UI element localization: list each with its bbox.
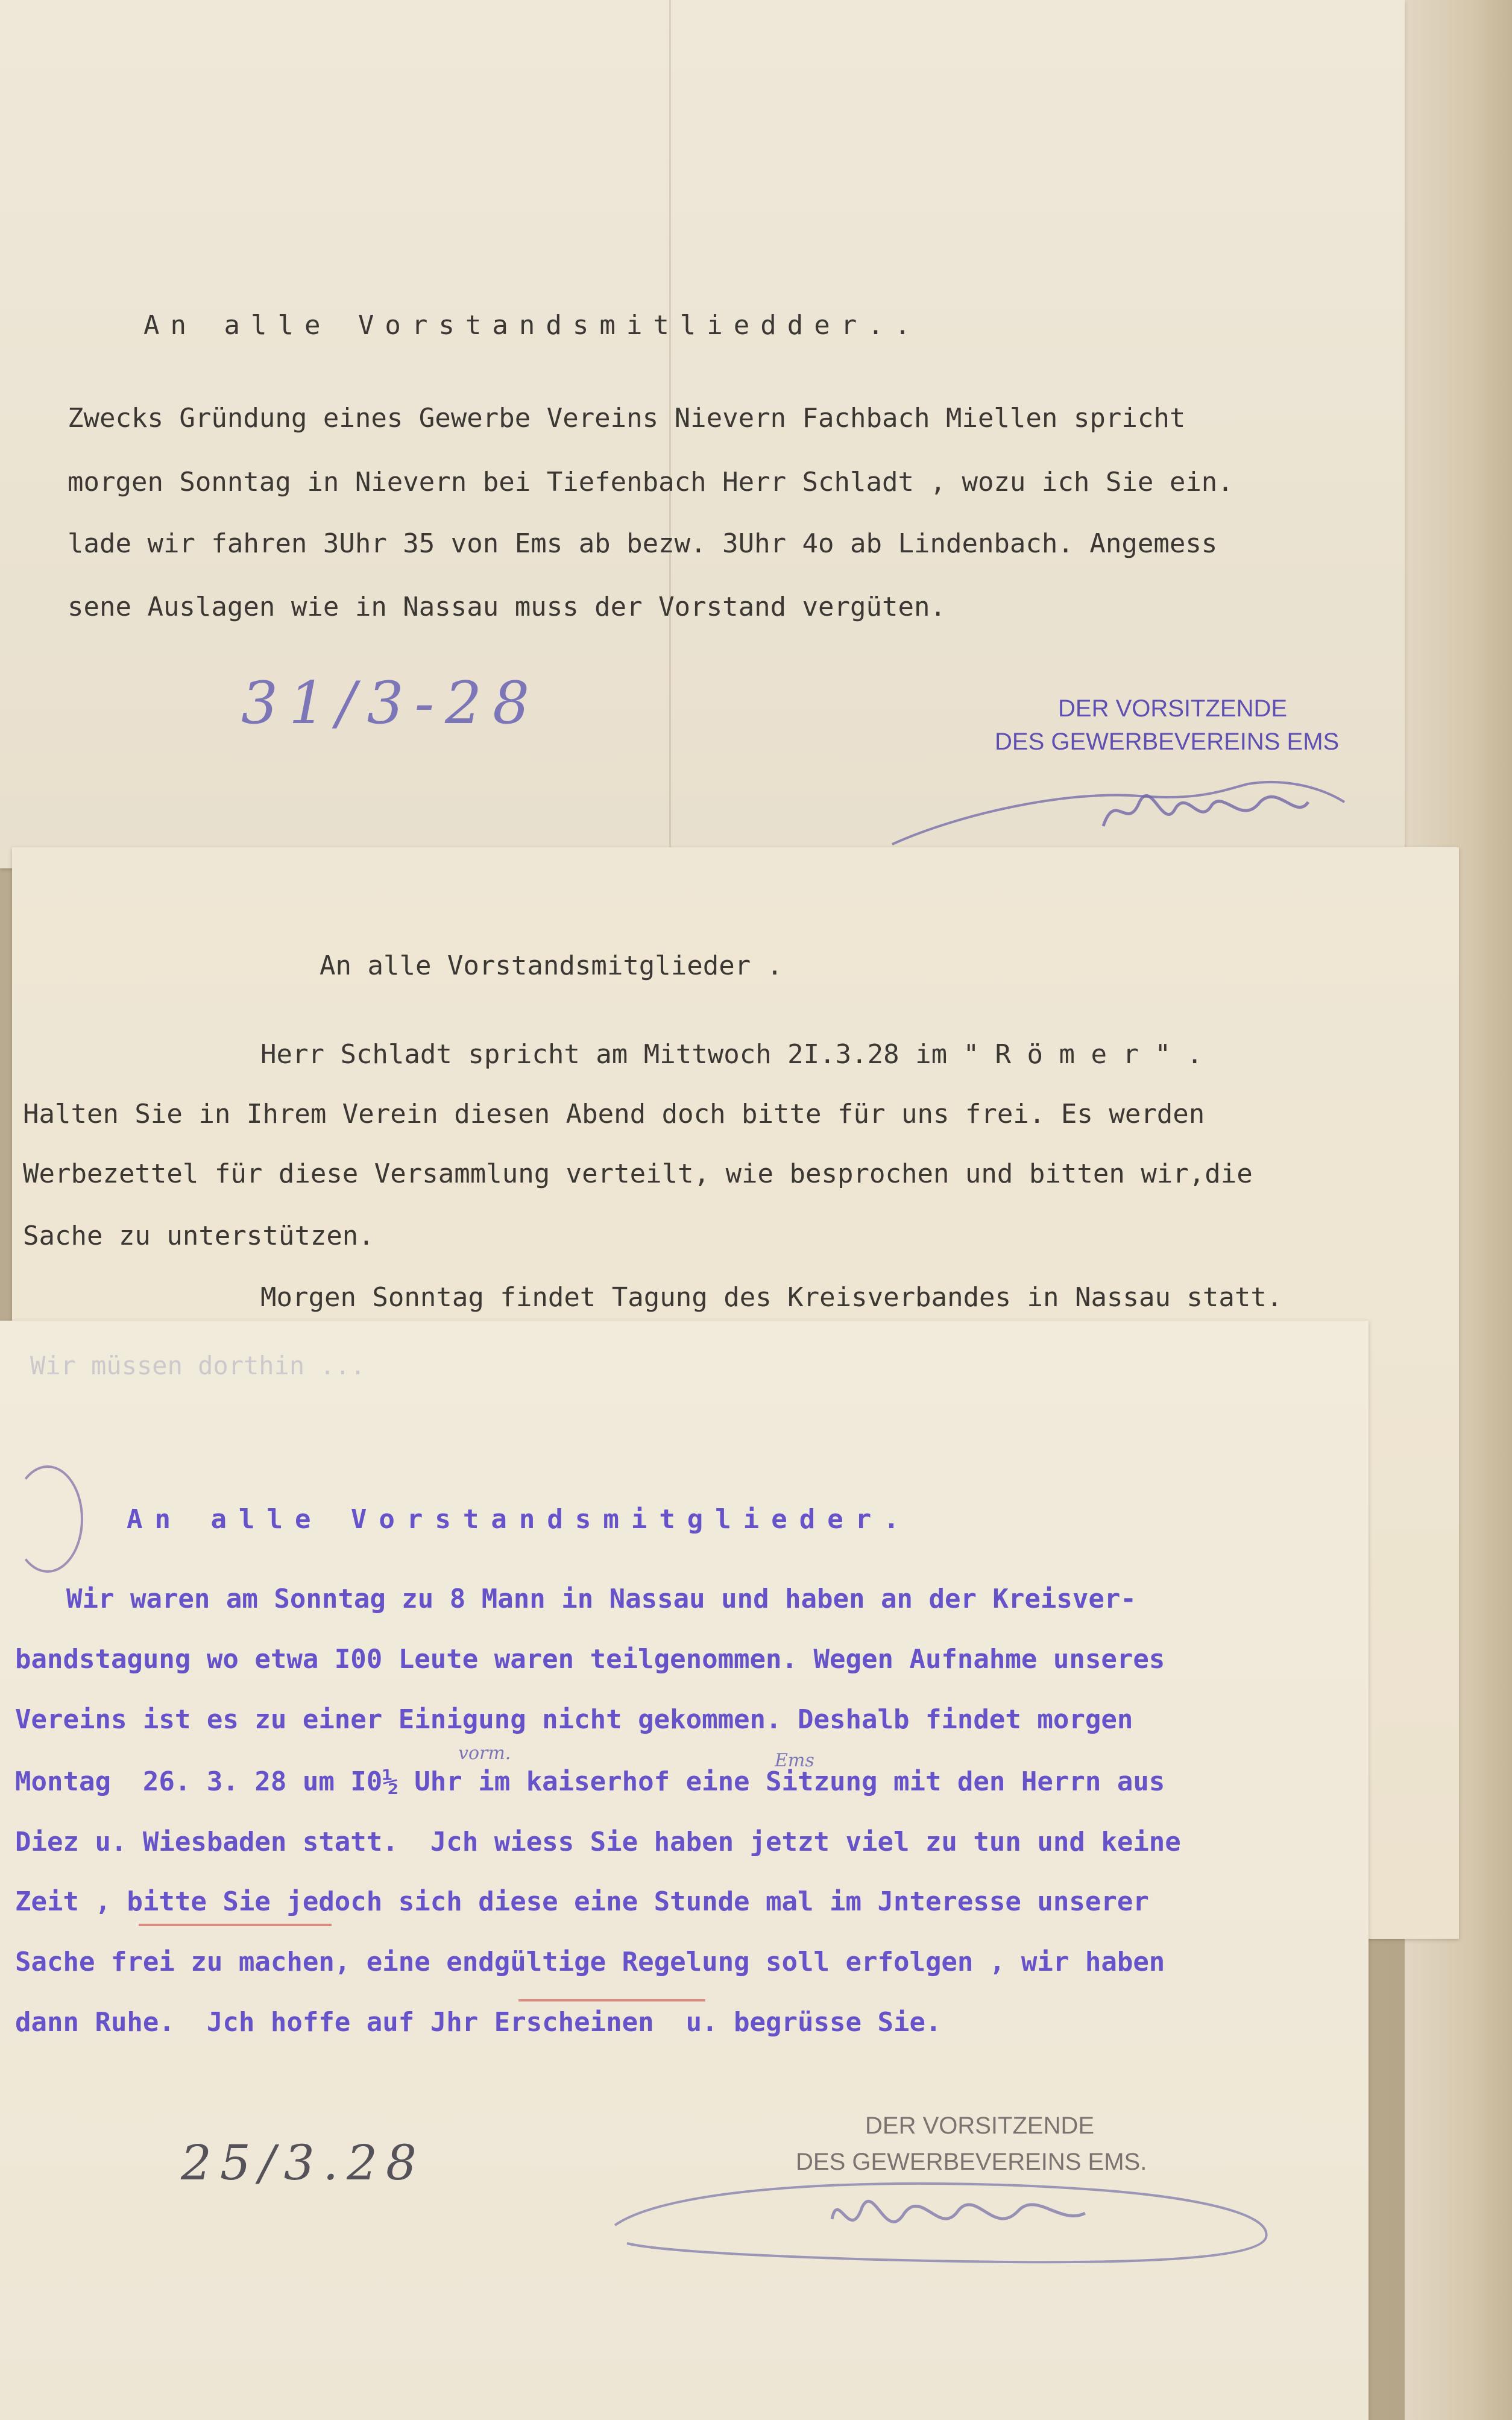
letter3-line-5: Diez u. Wiesbaden statt. Jch wiess Sie haben jetzt viel zu tun und keine [15, 1827, 1181, 1857]
letter3-line-1: Wir waren am Sonntag zu 8 Mann in Nassau und haben an der Kreisver- [66, 1584, 1136, 1614]
letter1-line-1: Zwecks Gründung eines Gewerbe Vereins Nievern Fachbach Miellen spricht [68, 403, 1186, 434]
letter-sheet-1 [0, 0, 1405, 868]
letter3-date: 25/3.28 [181, 2135, 425, 2191]
letter3-line-7: Sache frei zu machen, eine endgültige Regelung soll erfolgen , wir haben [15, 1947, 1165, 1977]
letter1-line-4: sene Auslagen wie in Nassau muss der Vorstand vergüten. [68, 592, 946, 622]
letter2-line-2: Halten Sie in Ihrem Verein diesen Abend doch bitte für uns frei. Es werden [23, 1099, 1205, 1129]
round-stamp [12, 1465, 83, 1573]
underline-mark [139, 1924, 332, 1926]
paper-fold [669, 0, 671, 868]
letter3-line-2: bandstagung wo etwa I00 Leute waren teilgenommen. Wegen Aufnahme unseres [15, 1644, 1165, 1675]
letter1-date: 31/3-28 [241, 669, 541, 737]
letter1-signature [886, 754, 1356, 862]
show-through-text: Wir müssen dorthin ... [30, 1351, 366, 1380]
letter1-line-2: morgen Sonntag in Nievern bei Tiefenbach Herr Schladt , wozu ich Sie ein. [68, 467, 1233, 498]
letter3-heading: An alle Vorstandsmitglieder. [127, 1504, 912, 1535]
letter1-heading: An alle Vorstandsmitliedder.. [143, 310, 922, 341]
underline-mark [518, 1999, 705, 2001]
letter1-stamp-line-2: DES GEWERBEVEREINS EMS [995, 728, 1340, 755]
annotation-ems: Ems [775, 1750, 814, 1771]
letter3-line-3: Vereins ist es zu einer Einigung nicht gekommen. Deshalb findet morgen [15, 1704, 1133, 1735]
letter3-stamp-line-2: DES GEWERBEVEREINS EMS. [796, 2149, 1147, 2175]
letter2-line-4: Sache zu unterstützen. [23, 1221, 374, 1251]
letter3-stamp-line-1: DER VORSITZENDE [865, 2112, 1095, 2139]
letter1-stamp-line-1: DER VORSITZENDE [1058, 695, 1288, 722]
letter3-line-6: Zeit , bitte Sie jedoch sich diese eine Stunde mal im Jnteresse unserer [15, 1886, 1149, 1917]
letter2-line-1: Herr Schladt spricht am Mittwoch 2I.3.28 im " R ö m e r " . [260, 1039, 1203, 1070]
letter3-line-4: Montag 26. 3. 28 um I0½ Uhr im kaiserhof eine Sitzung mit den Herrn aus [15, 1766, 1165, 1797]
annotation-vorm: vorm. [458, 1743, 511, 1764]
letter1-line-3: lade wir fahren 3Uhr 35 von Ems ab bezw. 3Uhr 4o ab Lindenbach. Angemess [68, 528, 1218, 559]
letter-sheet-3 [0, 1321, 1369, 2420]
letter2-line-3: Werbezettel für diese Versammlung verteilt, wie besprochen und bitten wir,die [23, 1158, 1253, 1189]
letter3-signature [603, 2153, 1290, 2273]
letter3-line-8: dann Ruhe. Jch hoffe auf Jhr Erscheinen u. begrüsse Sie. [15, 2007, 942, 2038]
letter2-line-5: Morgen Sonntag findet Tagung des Kreisverbandes in Nassau statt. [260, 1282, 1283, 1313]
letter2-heading: An alle Vorstandsmitglieder . [320, 950, 783, 981]
